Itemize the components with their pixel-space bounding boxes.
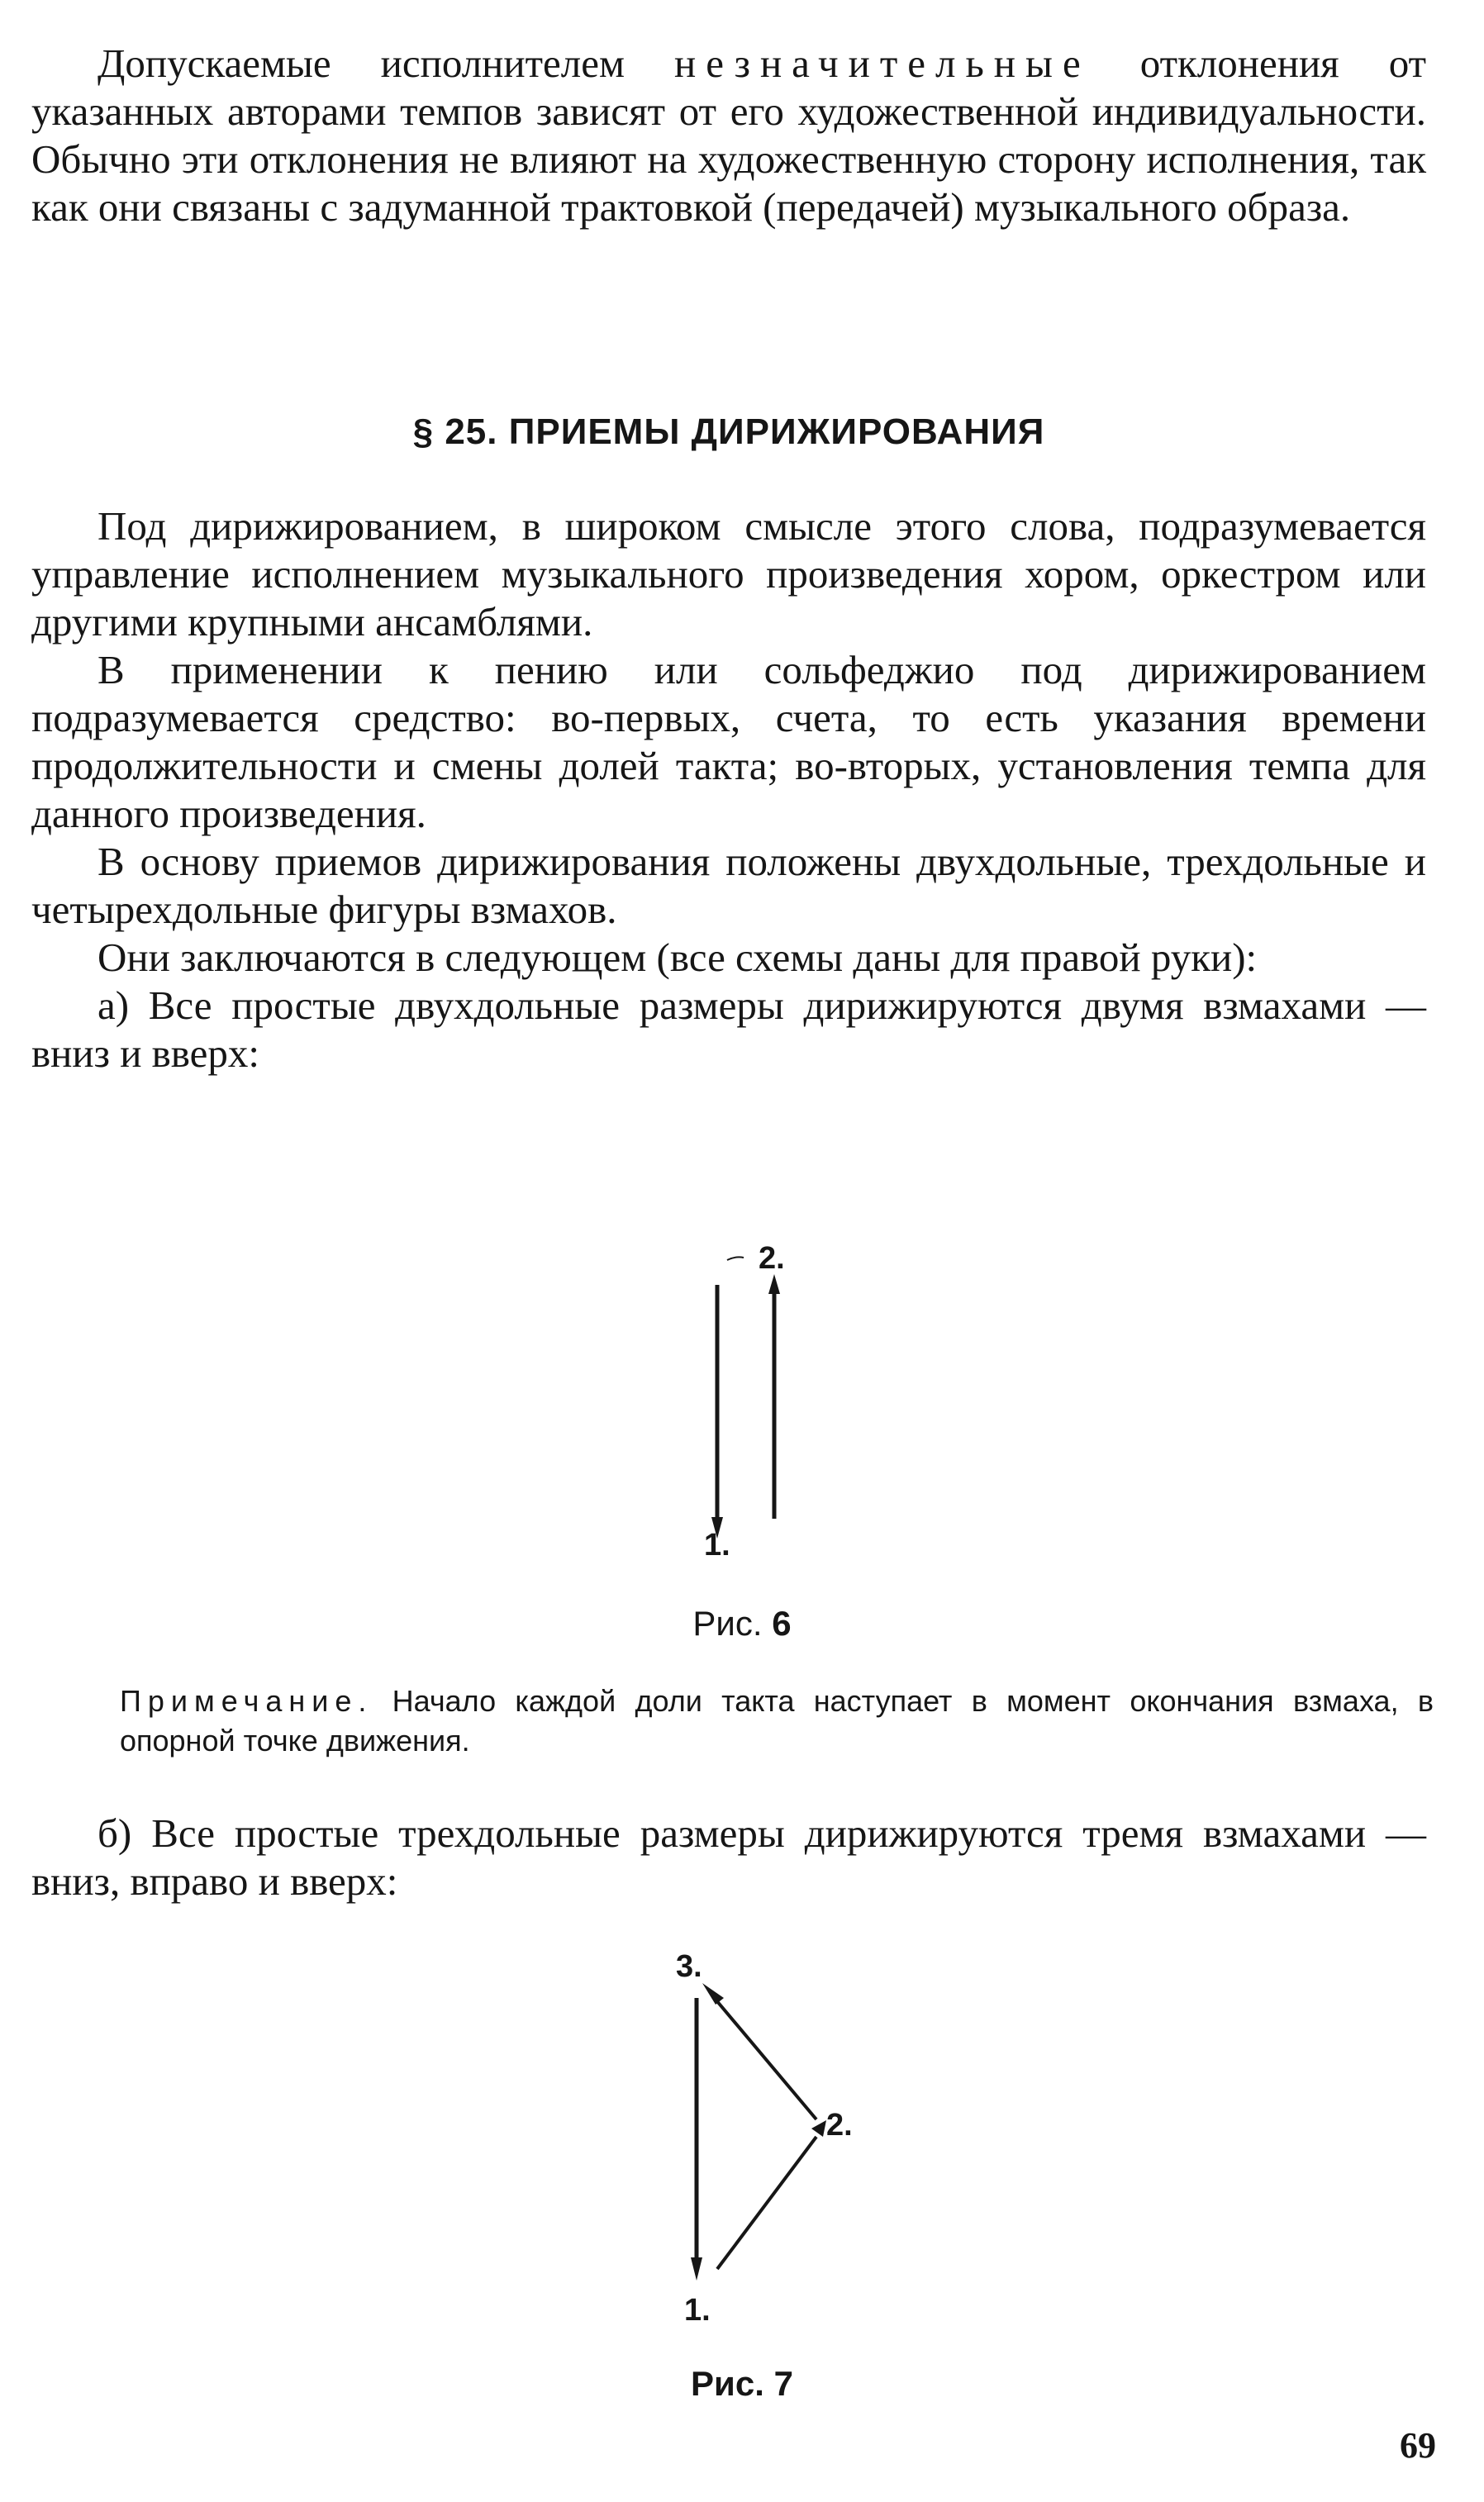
figure-7-caption-number: 7 (773, 2364, 793, 2403)
triangle-down-arrow-icon (691, 2257, 702, 2281)
triangle-right-arrow-icon (811, 2120, 826, 2137)
figure-7-caption-word: Рис. (691, 2364, 764, 2403)
figure-6-tick-mark (727, 1257, 744, 1260)
triangle-up-arrow-icon (702, 1983, 724, 2005)
triangle-up-stroke (712, 1995, 816, 2119)
figure-6-label-1: 1. (704, 1528, 730, 1563)
figure-7-label-1: 1. (684, 2293, 711, 2328)
note-block (120, 1681, 1434, 1761)
figure-6-caption (0, 1603, 1484, 1644)
figure-7-label-2: 2. (826, 2108, 853, 2143)
emphasized-word: незначительные (674, 40, 1091, 86)
paragraph-schemes: Они заключаются в следующем (все схемы даны для правой руки): (98, 935, 1258, 980)
up-arrow-icon (768, 1274, 780, 1294)
paragraph-solfeggio: В применении к пению или сольфеджио под дирижированием подразумевается средство: во-первых, счета, то есть указания времени продолжительности и смены долей такта; во-вторых, установления темпа для данного произведения. (31, 647, 1426, 836)
paragraph-tempo-deviations (31, 40, 1426, 231)
figure-7-three-beat-diagram (0, 1934, 1484, 2355)
figure-6-caption-number: 6 (772, 1604, 792, 1643)
paragraph-definition: Под дирижированием, в широком смысле этого слова, подразумевается управление исполнением музыкального произведения хором, оркестром или другими крупными ансамблями. (31, 503, 1426, 645)
paragraph-three-beat: б) Все простые трехдольные размеры дирижируются тремя взмахами — вниз, вправо и вверх: (31, 1810, 1426, 1904)
section-heading: § 25. ПРИЕМЫ ДИРИЖИРОВАНИЯ (412, 411, 1045, 452)
paragraph-three-beat-block (31, 1810, 1426, 1905)
paragraph-two-beat: а) Все простые двухдольные размеры дирижируются двумя взмахами — вниз и вверх: (31, 982, 1426, 1076)
paragraph-tempo-rest: отклонения от указанных авторами темпов зависят от его художественной индивидуальности. Обычно эти отклонения не влияют на художественную сторону исполнения, так как они связаны с задуманной трактовкой (передачей) музыкального образа. (31, 40, 1427, 230)
figure-6-two-beat-diagram (0, 1223, 1484, 1570)
figure-7-label-3: 3. (676, 1949, 702, 1984)
conducting-text-block (31, 502, 1426, 1077)
figure-6-label-2: 2. (759, 1241, 785, 1276)
figure-6-caption-word: Рис. (692, 1604, 763, 1643)
paragraph-tempo-start: Допускаемые исполнителем (98, 40, 675, 86)
triangle-right-stroke (717, 2137, 816, 2269)
page-number: 69 (1400, 2425, 1436, 2466)
note-text: Начало каждой доли такта наступает в момент окончания взмаха, в опорной точке движения. (120, 1684, 1434, 1758)
paragraph-figures: В основу приемов дирижирования положены двухдольные, трехдольные и четырехдольные фигуры взмахов. (31, 839, 1426, 932)
note-lead: Примечание. (120, 1684, 373, 1718)
figure-7-caption (0, 2363, 1484, 2404)
